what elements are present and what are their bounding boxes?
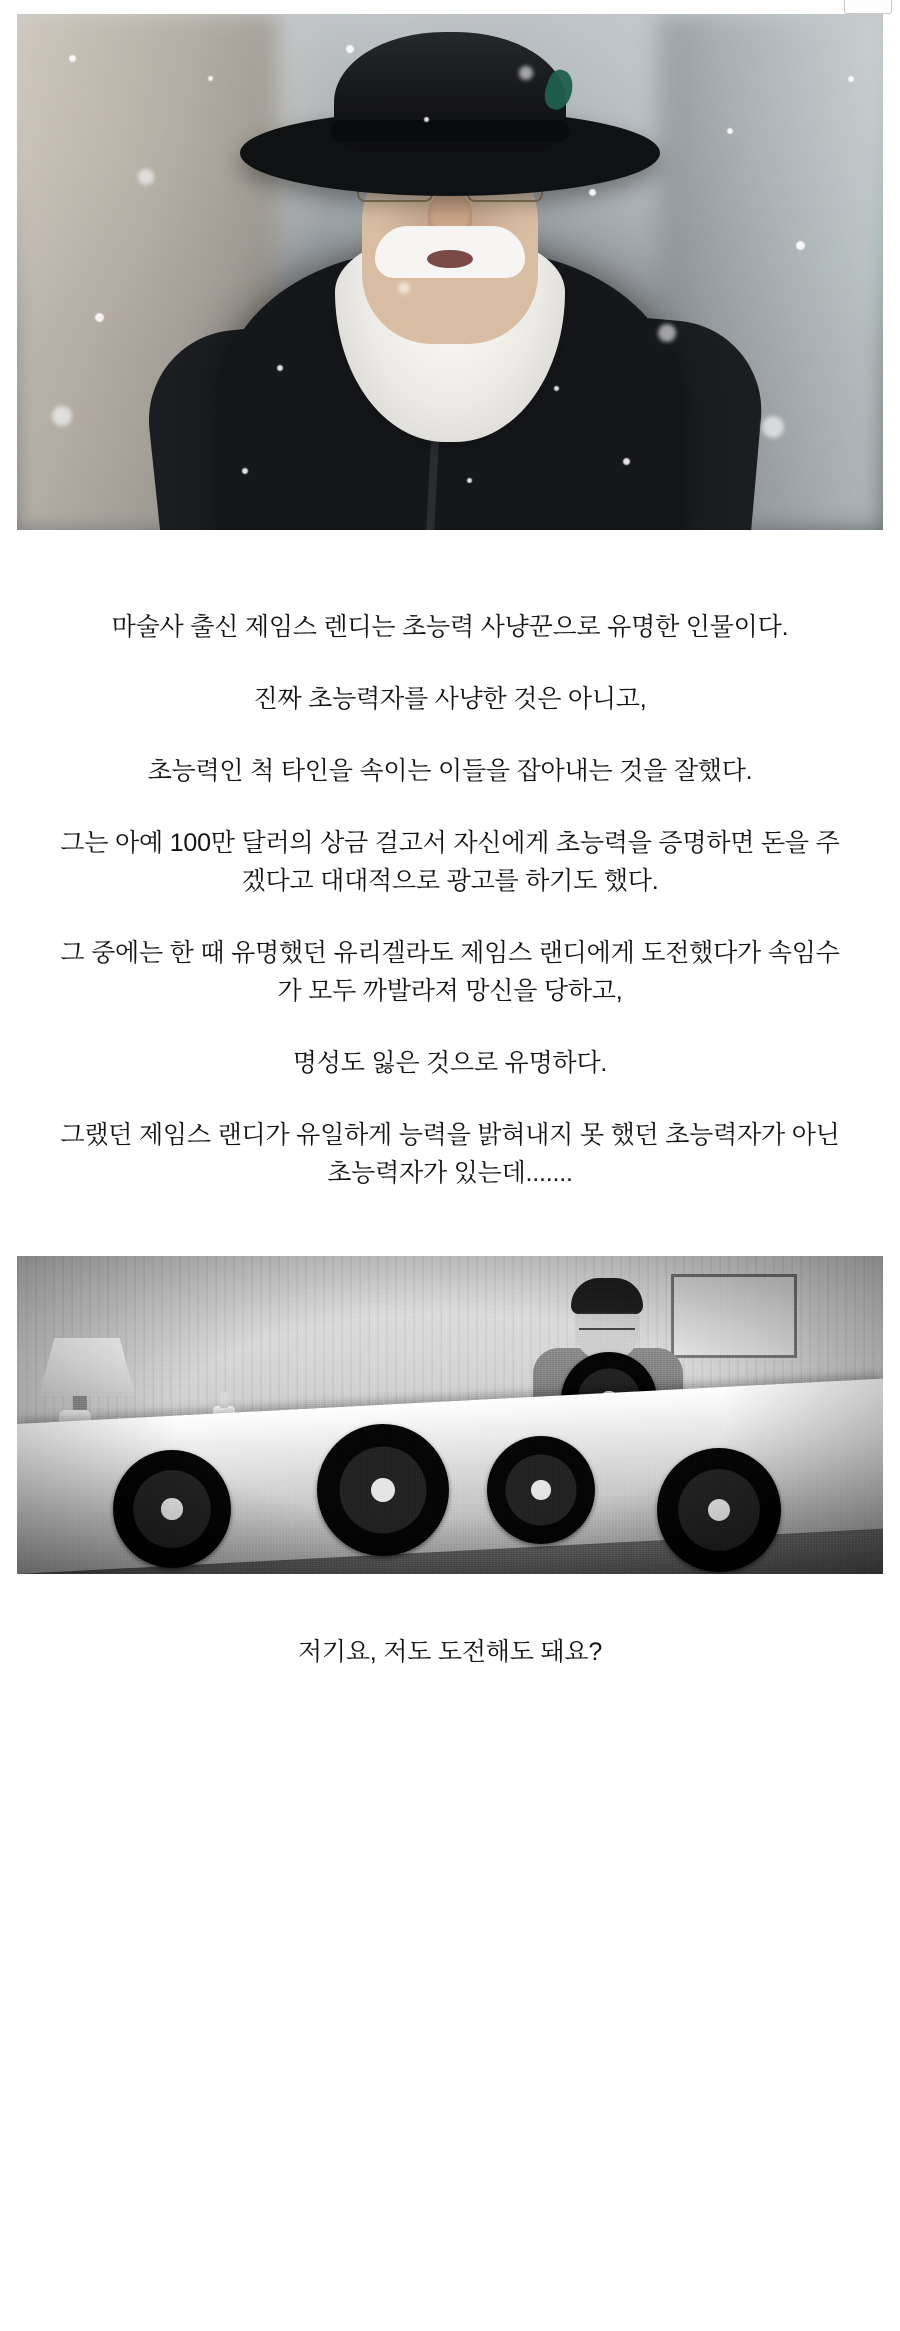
- caption-block: [17, 1574, 883, 1712]
- cropped-toolbar-stub: [0, 0, 900, 14]
- photo-bottom: [17, 1256, 883, 1574]
- caption-text: 저기요, 저도 도전해도 돼요?: [297, 1638, 603, 1666]
- paragraph-2: 진짜 초능력자를 사냥한 것은 아니고,: [253, 685, 647, 713]
- photo-top: [17, 14, 883, 530]
- paragraph-5: 그 중에는 한 때 유명했던 유리겔라도 제임스 랜디에게 도전했다가 속임수가 모두 까발라져 망신을 당하고,: [60, 939, 840, 1005]
- paragraph-4: 그는 아예 100만 달러의 상금 걸고서 자신에게 초능력을 증명하면 돈을 주겠다고 대대적으로 광고를 하기도 했다.: [60, 829, 840, 895]
- vignette: [17, 1256, 883, 1574]
- paragraph-1: 마술사 출신 제임스 렌디는 초능력 사냥꾼으로 유명한 인물이다.: [111, 613, 789, 641]
- article-body: [17, 530, 883, 1256]
- stub-box: [844, 0, 892, 14]
- paragraph-6: 명성도 잃은 것으로 유명하다.: [292, 1049, 608, 1077]
- paragraph-7: 그랬던 제임스 랜디가 유일하게 능력을 밝혀내지 못 했던 초능력자가 아닌 초능력자가 있는데.......: [60, 1121, 840, 1187]
- mouth: [427, 250, 473, 268]
- paragraph-3: 초능력인 척 타인을 속이는 이들을 잡아내는 것을 잘했다.: [147, 757, 753, 785]
- hat-band: [331, 120, 569, 142]
